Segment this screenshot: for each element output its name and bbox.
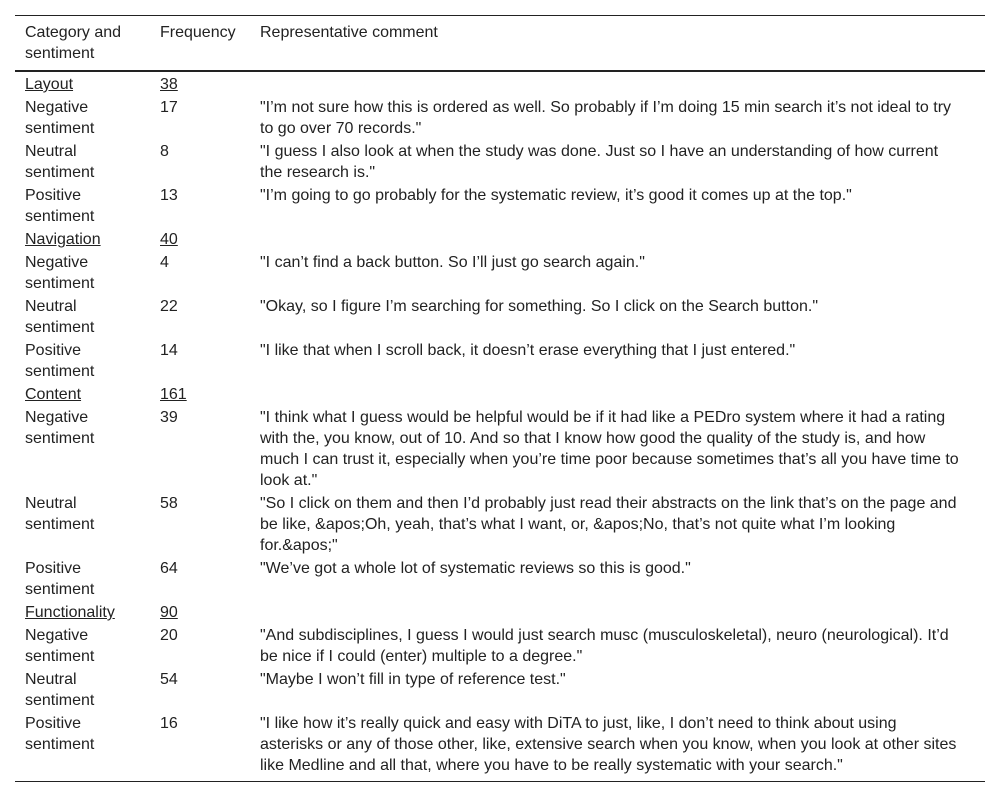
table-row: [15, 96, 985, 140]
category-total: 161: [160, 386, 187, 403]
sentiment-label: Positive sentiment: [25, 560, 95, 598]
category-name: Content: [25, 386, 82, 403]
category-total: 40: [160, 231, 178, 248]
comment-text: "I like how it’s really quick and easy with DiTA to just, like, I don’t need to think about using asterisks or any of those other, like, extensive search when you know, when you look at other sites like Medline and all that, where you have to be really systematic with your search.": [260, 715, 957, 774]
table-header-row: [15, 16, 985, 72]
category-row-layout: [15, 71, 985, 96]
table-row: [15, 184, 985, 228]
category-name: Navigation: [25, 231, 101, 248]
sentiment-label: Neutral sentiment: [25, 495, 95, 533]
table-row: [15, 295, 985, 339]
sentiment-label: Neutral sentiment: [25, 143, 95, 181]
sentiment-table-container: [15, 15, 985, 782]
sentiment-table: [15, 15, 985, 782]
table-row: [15, 712, 985, 782]
sentiment-label: Neutral sentiment: [25, 298, 95, 336]
category-row-content: [15, 383, 985, 406]
comment-text: "I like that when I scroll back, it doesn’t erase everything that I just entered.": [260, 342, 796, 359]
comment-text: "I’m not sure how this is ordered as well. So probably if I’m doing 15 min search it’s not ideal to try to go over 70 records.": [260, 99, 952, 137]
frequency-value: 58: [160, 495, 178, 512]
sentiment-label: Positive sentiment: [25, 187, 95, 225]
table-row: [15, 624, 985, 668]
table-row: [15, 557, 985, 601]
sentiment-label: Negative sentiment: [25, 627, 95, 665]
comment-text: "Maybe I won’t fill in type of reference test.": [260, 671, 566, 688]
table-row: [15, 339, 985, 383]
sentiment-label: Negative sentiment: [25, 254, 95, 292]
comment-text: "I think what I guess would be helpful would be if it had like a PEDro system where it had a rating with the, you know, out of 10. And so that I know how good the quality of the study is, and how much I can trust it, especially when you’re time poor because sometimes that’s all you have time to look at.": [260, 409, 959, 489]
category-total: 38: [160, 76, 178, 93]
frequency-value: 22: [160, 298, 178, 315]
category-total: 90: [160, 604, 178, 621]
sentiment-label: Positive sentiment: [25, 342, 95, 380]
comment-text: "I can’t find a back button. So I’ll just go search again.": [260, 254, 645, 271]
sentiment-label: Negative sentiment: [25, 99, 95, 137]
table-row: [15, 668, 985, 712]
comment-text: "So I click on them and then I’d probably just read their abstracts on the link that’s on the page and be like, &apos;Oh, yeah, that’s what I want, or, &apos;No, that’s not quite what I’m looking for.&apos;": [260, 495, 957, 554]
table-body: [15, 71, 985, 782]
frequency-value: 17: [160, 99, 178, 116]
frequency-value: 20: [160, 627, 178, 644]
comment-text: "And subdisciplines, I guess I would just search musc (musculoskeletal), neuro (neurological). It’d be nice if I could (enter) multiple to a degree.": [260, 627, 949, 665]
frequency-value: 16: [160, 715, 178, 732]
frequency-value: 39: [160, 409, 178, 426]
frequency-value: 14: [160, 342, 178, 359]
frequency-value: 8: [160, 143, 169, 160]
category-row-functionality: [15, 601, 985, 624]
header-comment: Representative comment: [260, 24, 438, 41]
sentiment-label: Positive sentiment: [25, 715, 95, 753]
frequency-value: 54: [160, 671, 178, 688]
category-row-navigation: [15, 228, 985, 251]
frequency-value: 64: [160, 560, 178, 577]
sentiment-label: Neutral sentiment: [25, 671, 95, 709]
table-row: [15, 406, 985, 492]
frequency-value: 4: [160, 254, 169, 271]
category-name: Functionality: [25, 604, 115, 621]
header-frequency: Frequency: [160, 24, 236, 41]
comment-text: "I’m going to go probably for the systematic review, it’s good it comes up at the top.": [260, 187, 852, 204]
category-name: Layout: [25, 76, 74, 93]
table-row: [15, 251, 985, 295]
frequency-value: 13: [160, 187, 178, 204]
comment-text: "Okay, so I figure I’m searching for something. So I click on the Search button.": [260, 298, 818, 315]
sentiment-label: Negative sentiment: [25, 409, 95, 447]
table-row: [15, 140, 985, 184]
comment-text: "We’ve got a whole lot of systematic reviews so this is good.": [260, 560, 691, 577]
comment-text: "I guess I also look at when the study was done. Just so I have an understanding of how current the research is.": [260, 143, 939, 181]
header-category: Category and sentiment: [25, 24, 122, 62]
table-row: [15, 492, 985, 557]
